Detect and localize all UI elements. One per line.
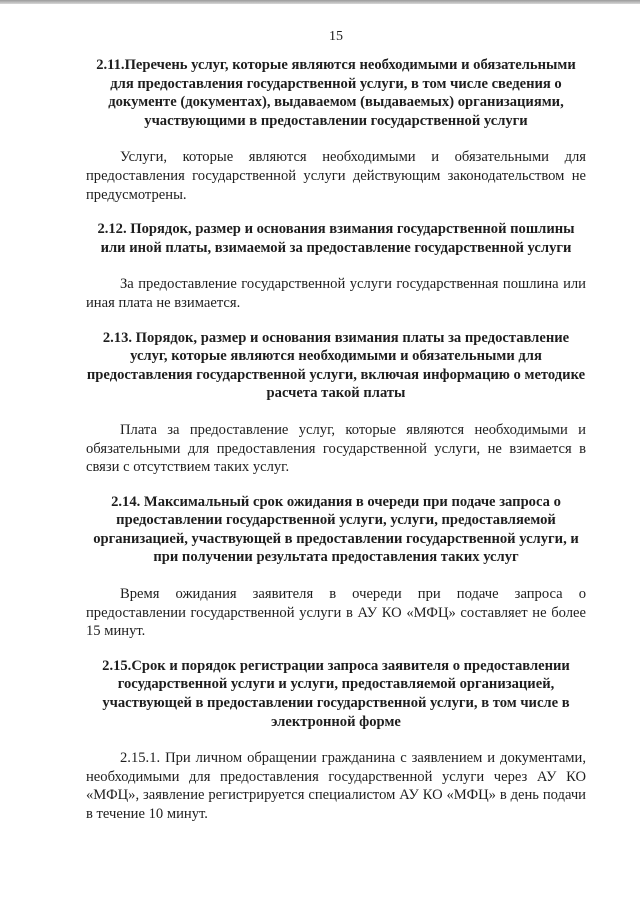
section-heading: 2.15.Срок и порядок регистрации запроса заявителя о предоставлении государственной услуги и услуги, предоставляемой организацией, участвующей в предоставлении государственной услуги, в том числе в электронной форме [102, 657, 570, 730]
page-number: 15 [329, 29, 343, 44]
section-2-11 [86, 56, 586, 204]
section-paragraph: Плата за предоставление услуг, которые являются необходимыми и обязательными для предоставления государственной услуги, не взимается в связи с отсутствием таких услуг. [86, 421, 586, 476]
section-2-15 [86, 657, 586, 824]
section-2-14 [86, 493, 586, 641]
section-heading: 2.13. Порядок, размер и основания взимания платы за предоставление услуг, которые являются необходимыми и обязательными для предоставления государственной услуги, включая информацию о методике расчета такой платы [86, 329, 586, 402]
section-2-13 [86, 329, 586, 477]
page-content [86, 28, 586, 824]
section-2-12 [86, 220, 586, 312]
section-paragraph: 2.15.1. При личном обращении гражданина с заявлением и документами, необходимыми для предоставления государственной услуги через АУ КО «МФЦ», заявление регистрируется специалистом АУ КО «МФЦ» в день подачи в течение 10 минут. [86, 750, 586, 822]
section-paragraph: Время ожидания заявителя в очереди при подаче запроса о предоставлении государственной услуги в АУ КО «МФЦ» составляет не более 15 минут. [86, 586, 586, 640]
section-heading: 2.11.Перечень услуг, которые являются необходимыми и обязательными для предоставления государственной услуги, в том числе сведения о документе (документах), выдаваемом (выдаваемых) организациями, участвующими в предоставлении государственной услуги [96, 57, 576, 129]
scan-edge-line [0, 0, 640, 4]
section-heading: 2.14. Максимальный срок ожидания в очереди при подаче запроса о предоставлении государственной услуги, услуги, предоставляемой организацией, участвующей в предоставлении государственной услуги, и при получении результата предоставления таких услуг [93, 493, 579, 566]
section-heading: 2.12. Порядок, размер и основания взимания государственной пошлины или иной платы, взимаемой за предоставление государственной услуги [97, 221, 575, 256]
section-paragraph: За предоставление государственной услуги государственная пошлина или иная плата не взимается. [86, 276, 586, 311]
section-paragraph: Услуги, которые являются необходимыми и обязательными для предоставления государственной услуги действующим законодательством не предусмотрены. [86, 149, 586, 203]
